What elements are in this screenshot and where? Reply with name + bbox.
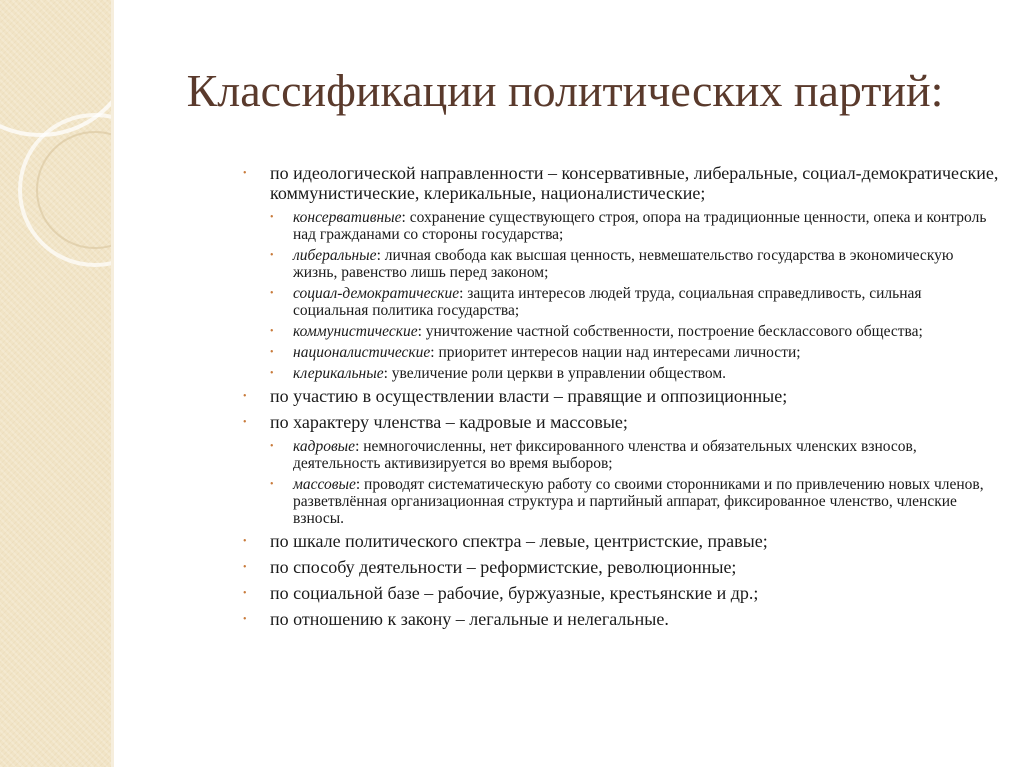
list-item-text: по отношению к закону – легальные и нелегальные. [270, 609, 669, 629]
sub-list-item [240, 323, 1000, 340]
decorative-rings [0, 0, 111, 767]
bullet-icon: • [243, 536, 247, 547]
list-item-text: по идеологической направленности – консервативные, либеральные, социал-демократические, коммунистические, клерикальные, националистические; [270, 163, 999, 203]
sub-item-term: клерикальные [293, 365, 384, 382]
bullet-icon: • [243, 614, 247, 625]
sub-list-item [240, 438, 1000, 472]
sub-list-item [240, 365, 1000, 382]
list-item [240, 386, 1000, 406]
sub-item-description: : увеличение роли церкви в управлении обществом. [383, 365, 727, 382]
sub-item-description: : сохранение существующего строя, опора на традиционные ценности, опека и контроль над гражданами со стороны государства; [293, 209, 987, 243]
slide-title: Классификации политических партий: [186, 64, 944, 116]
list-item [240, 531, 1000, 551]
band-edge [111, 0, 114, 767]
list-item-text: по способу деятельности – реформистские, революционные; [270, 557, 737, 577]
list-item-text: по участию в осуществлении власти – правящие и оппозиционные; [270, 386, 788, 406]
sub-item-description: : немногочисленны, нет фиксированного членства и обязательных членских взносов, деятельность активизируется во время выборов; [293, 438, 917, 472]
sub-item-term: массовые [293, 476, 356, 493]
bullet-icon: • [270, 368, 274, 379]
list-item-text: по характеру членства – кадровые и массовые; [270, 412, 628, 432]
list-item-text: по социальной базе – рабочие, буржуазные, крестьянские и др.; [270, 583, 759, 603]
sub-item-term: националистические [293, 344, 431, 361]
list-item [240, 412, 1000, 432]
sub-list-item [240, 285, 1000, 319]
bullet-icon: • [270, 479, 274, 490]
bullet-icon: • [243, 417, 247, 428]
bullet-icon: • [270, 441, 274, 452]
bullet-icon: • [270, 347, 274, 358]
bullet-icon: • [270, 288, 274, 299]
list-item-text: по шкале политического спектра – левые, центристские, правые; [270, 531, 768, 551]
list-item [240, 557, 1000, 577]
bullet-icon: • [270, 250, 274, 261]
sub-item-description: : защита интересов людей труда, социальная справедливость, сильная социальная политика государства; [293, 285, 922, 319]
bullet-icon: • [243, 168, 247, 179]
bullet-icon: • [243, 588, 247, 599]
bullet-icon: • [243, 391, 247, 402]
sub-item-term: консервативные [293, 209, 402, 226]
bullet-icon: • [270, 326, 274, 337]
bullet-icon: • [270, 212, 274, 223]
sub-item-description: : личная свобода как высшая ценность, невмешательство государства в экономическую жизнь, равенство лишь перед законом; [293, 247, 954, 281]
sub-list-item [240, 476, 1000, 527]
sub-item-description: : проводят систематическую работу со своими сторонниками и по привлечению новых членов, разветвлённая организационная структура и партийный аппарат, фиксированное членство, членские взносы. [293, 476, 984, 527]
list-item [240, 163, 1000, 203]
sub-item-term: кадровые [293, 438, 356, 455]
sub-item-description: : уничтожение частной собственности, построение бесклассового общества; [417, 323, 923, 340]
list-item [240, 609, 1000, 629]
sub-item-description: : приоритет интересов нации над интересами личности; [430, 344, 801, 361]
sub-list-item [240, 209, 1000, 243]
decorative-side-band [0, 0, 111, 767]
sub-item-term: либеральные [293, 247, 377, 264]
bullet-icon: • [243, 562, 247, 573]
sub-list-item [240, 247, 1000, 281]
sub-item-term: социал-демократические [293, 285, 460, 302]
sub-list-item [240, 344, 1000, 361]
sub-item-term: коммунистические [293, 323, 418, 340]
list-item [240, 583, 1000, 603]
slide-content [240, 163, 1000, 635]
